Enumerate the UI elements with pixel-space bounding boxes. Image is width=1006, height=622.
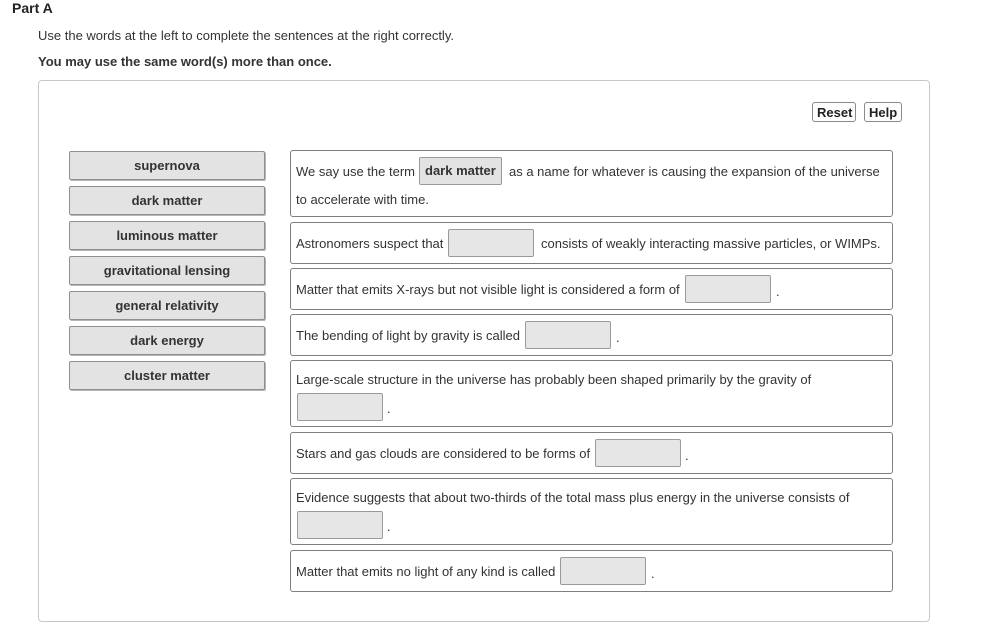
sentence-2-text-after: consists of weakly interacting massive particles, or WIMPs.	[541, 236, 881, 251]
sentence-4-text-before: The bending of light by gravity is called	[296, 328, 521, 343]
word-general-relativity[interactable]: general relativity	[69, 291, 265, 320]
sentence-2-text-before: Astronomers suspect that	[296, 236, 444, 251]
sentence-1-drop-target[interactable]: dark matter	[419, 157, 502, 185]
sentence-2-drop-target[interactable]	[448, 229, 534, 257]
sentence-3-text-after: .	[776, 284, 780, 299]
sentence-5-drop-target[interactable]	[297, 393, 383, 421]
sentence-1-text-line2: to accelerate with time.	[296, 192, 429, 207]
sentence-6-drop-target[interactable]	[595, 439, 681, 467]
sentence-7	[290, 478, 893, 545]
sentence-5-text-after: .	[387, 401, 391, 416]
sentence-6-text-after: .	[685, 448, 689, 463]
sentence-1-text-after: as a name for whatever is causing the expansion of the universe	[509, 164, 880, 179]
word-dark-matter[interactable]: dark matter	[69, 186, 265, 215]
sentence-8-text-after: .	[651, 566, 655, 581]
sentence-3-text-before: Matter that emits X-rays but not visible light is considered a form of	[296, 282, 680, 297]
sentence-3-drop-target[interactable]	[685, 275, 771, 303]
sentence-5	[290, 360, 893, 427]
sentence-1-text-before: We say use the term	[296, 164, 415, 179]
sentence-7-drop-target[interactable]	[297, 511, 383, 539]
sentence-2	[290, 222, 893, 264]
sentence-6	[290, 432, 893, 474]
sentence-1	[290, 150, 893, 217]
sentence-4	[290, 314, 893, 356]
word-cluster-matter[interactable]: cluster matter	[69, 361, 265, 390]
sentence-3	[290, 268, 893, 310]
sentence-8-text-before: Matter that emits no light of any kind is called	[296, 564, 556, 579]
sentence-6-text-before: Stars and gas clouds are considered to be forms of	[296, 446, 591, 461]
help-button[interactable]: Help	[864, 102, 902, 122]
sentence-7-text-after: .	[387, 519, 391, 534]
reset-button[interactable]: Reset	[812, 102, 856, 122]
sentence-8	[290, 550, 893, 592]
word-gravitational-lensing[interactable]: gravitational lensing	[69, 256, 265, 285]
word-dark-energy[interactable]: dark energy	[69, 326, 265, 355]
sentence-5-text-before: Large-scale structure in the universe has probably been shaped primarily by the gravity of	[296, 372, 812, 387]
sentence-4-drop-target[interactable]	[525, 321, 611, 349]
sentence-8-drop-target[interactable]	[560, 557, 646, 585]
instruction-text: Use the words at the left to complete the sentences at the right correctly.	[38, 28, 454, 43]
sentence-7-text-before: Evidence suggests that about two-thirds of the total mass plus energy in the universe consists of	[296, 490, 850, 505]
sentence-4-text-after: .	[616, 330, 620, 345]
word-supernova[interactable]: supernova	[69, 151, 265, 180]
part-title: Part A	[12, 0, 53, 16]
reuse-note: You may use the same word(s) more than once.	[38, 54, 332, 69]
word-luminous-matter[interactable]: luminous matter	[69, 221, 265, 250]
